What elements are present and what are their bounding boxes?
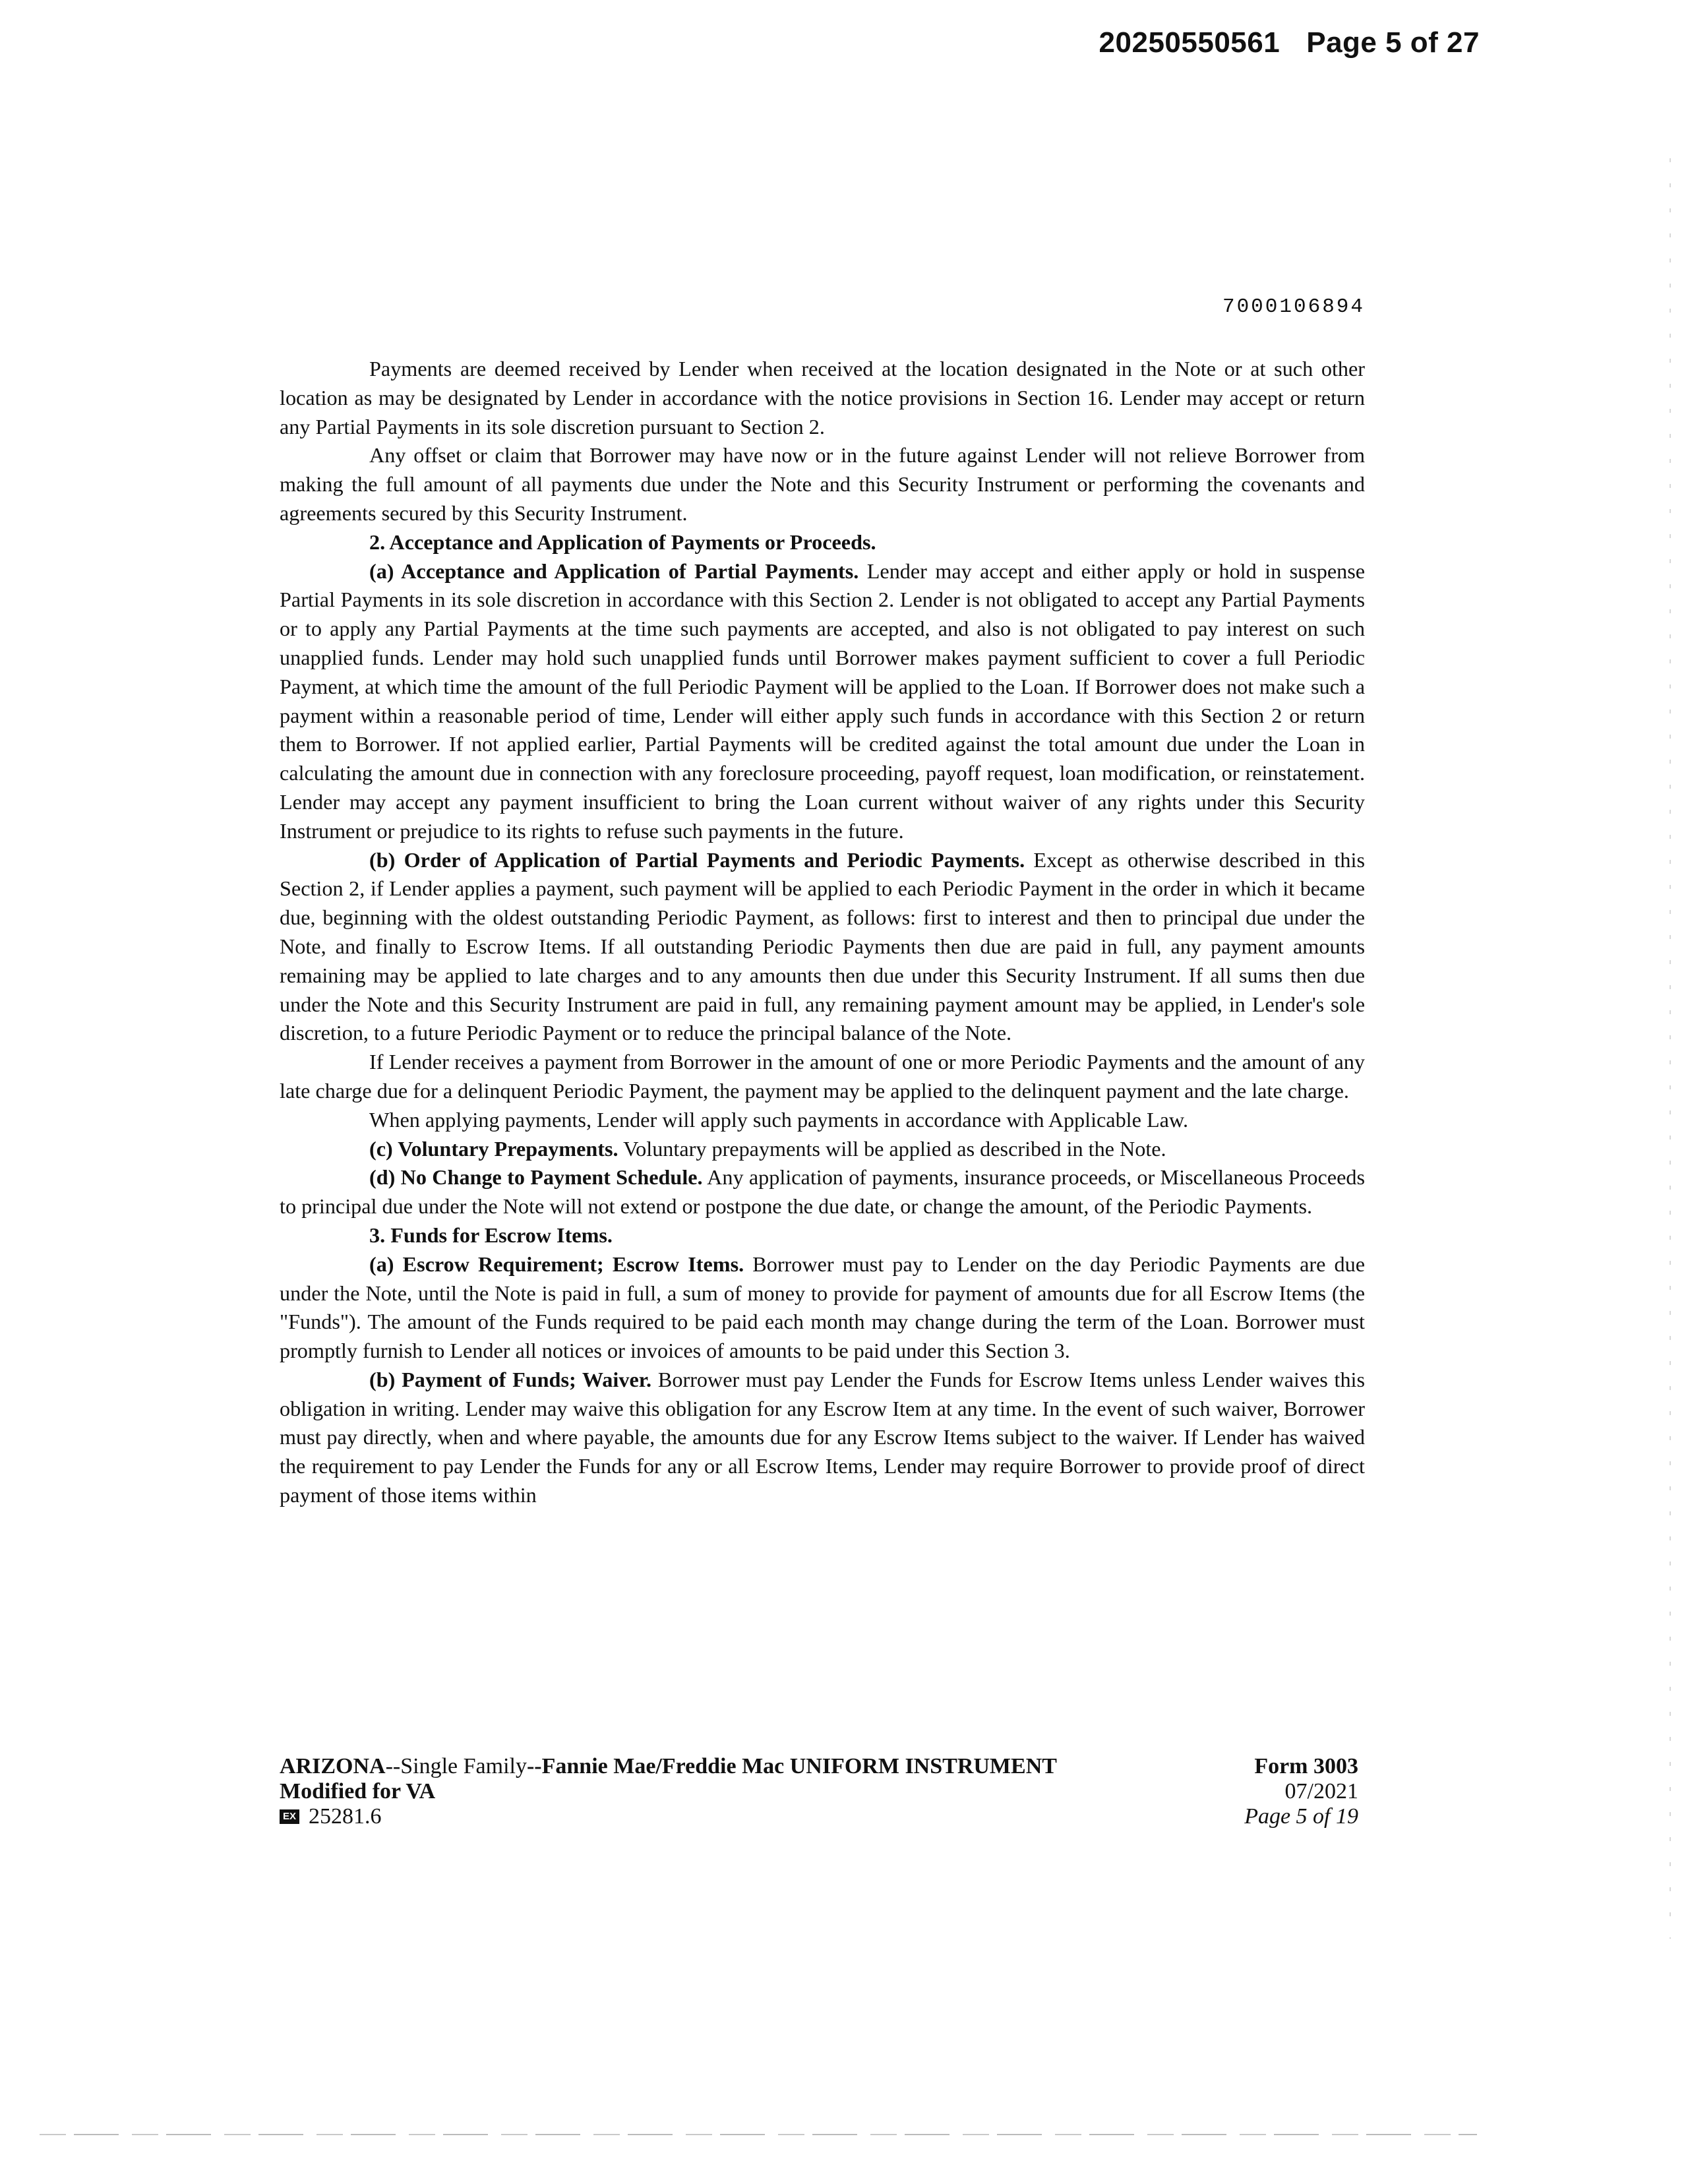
document-body <box>280 355 1365 1510</box>
section-heading-text: 2. Acceptance and Application of Payments or Proceeds. <box>369 530 876 554</box>
paragraph <box>280 557 1365 846</box>
paragraph-heading: (b) Payment of Funds; Waiver. <box>369 1367 652 1391</box>
paragraph-heading: (c) Voluntary Prepayments. <box>369 1136 618 1161</box>
footer-separator: -- <box>385 1754 401 1778</box>
paragraph <box>280 1048 1365 1106</box>
scan-bottom-artifact <box>40 2134 1477 2135</box>
paragraph-heading: (a) Escrow Requirement; Escrow Items. <box>369 1252 744 1276</box>
footer-family: Single Family <box>400 1754 527 1778</box>
scan-edge-artifact <box>1670 158 1671 1939</box>
section-heading-text: 3. Funds for Escrow Items. <box>369 1223 613 1247</box>
paragraph-text: Except as otherwise described in this Section 2, if Lender applies a payment, such payment will be applied to each Periodic Payment in the order in which it became due, beginning with the oldest outstanding Periodic Payment, as follows: first to interest and then to principal due under the Note, and finally to Escrow Items. If all outstanding Periodic Payments then due are paid in full, any payment amounts remaining may be applied to late charges and to any amounts then due under this Security Instrument. If all sums then due under the Note and this Security Instrument are paid in full, any remaining payment amount may be applied, in Lender's sole discretion, to a future Periodic Payment or to reduce the principal balance of the Note. <box>280 847 1365 1045</box>
paragraph <box>280 846 1365 1048</box>
footer-page-of: Page 5 of 19 <box>1244 1804 1358 1829</box>
paragraph-text: Borrower must pay Lender the Funds for Escrow Items unless Lender waives this obligation in writing. Lender may waive this obligation for any Escrow Item at any time. In the event of such waiver, Borrower must pay directly, when and where payable, the amounts due for any Escrow Items subject to the waiver. If Lender has waived the requirement to pay Lender the Funds for any or all Escrow Items, Lender may require Borrower to provide proof of direct payment of those items within <box>280 1367 1366 1507</box>
footer-title-line <box>280 1754 1057 1779</box>
recording-document-number: 20250550561 <box>1099 26 1281 59</box>
footer-separator: -- <box>526 1754 542 1778</box>
footer-form-number: Form 3003 <box>1254 1754 1358 1778</box>
footer-right <box>1244 1754 1358 1829</box>
section-heading <box>280 528 1365 557</box>
footer-modified: Modified for VA <box>280 1779 436 1804</box>
footer-state: ARIZONA <box>280 1754 386 1778</box>
paragraph <box>280 355 1365 441</box>
paragraph <box>280 1366 1365 1510</box>
paragraph-text: Any offset or claim that Borrower may have now or in the future against Lender will not relieve Borrower from making the full amount of all payments due under the Note and this Security Instrument or performing the covenants and agreements secured by this Security Instrument. <box>280 443 1365 525</box>
paragraph-text: When applying payments, Lender will apply such payments in accordance with Applicable Law. <box>369 1107 1189 1132</box>
paragraph <box>280 441 1365 528</box>
recording-header <box>1099 26 1480 59</box>
paragraph <box>280 1163 1365 1221</box>
paragraph-heading: (b) Order of Application of Partial Payments and Periodic Payments. <box>369 847 1025 872</box>
paragraph <box>280 1250 1365 1366</box>
paragraph-text: Borrower must pay to Lender on the day Periodic Payments are due under the Note, until the Note is paid in full, a sum of money to provide for payment of amounts due for all Escrow Items (the "Funds"). The amount of the Funds required to be paid each month may change during the term of the Loan. Borrower must promptly furnish to Lender all notices or invoices of amounts to be paid under this Section 3. <box>280 1252 1365 1363</box>
footer-issuer: Fannie Mae/Freddie Mac UNIFORM INSTRUMENT <box>541 1754 1057 1778</box>
paragraph-text: If Lender receives a payment from Borrower in the amount of one or more Periodic Payments and the amount of any late charge due for a delinquent Periodic Payment, the payment may be applied to the delinquent payment and the late charge. <box>280 1050 1365 1103</box>
section-heading <box>280 1221 1365 1250</box>
footer-form-code-line <box>280 1804 1057 1829</box>
footer-form-date: 07/2021 <box>1284 1779 1358 1804</box>
paragraph <box>280 1135 1365 1164</box>
paragraph <box>280 1106 1365 1135</box>
ellie-mae-logo-icon: EX <box>280 1809 299 1824</box>
footer-left <box>280 1754 1057 1829</box>
footer-form-code: 25281.6 <box>309 1804 382 1829</box>
paragraph-text: Any application of payments, insurance proceeds, or Miscellaneous Proceeds to principal due under the Note will not extend or postpone the due date, or change the amount, of the Periodic Payments. <box>280 1165 1365 1219</box>
paragraph-text: Voluntary prepayments will be applied as described in the Note. <box>623 1136 1166 1161</box>
loan-number: 7000106894 <box>1222 295 1365 318</box>
paragraph-heading: (d) No Change to Payment Schedule. <box>369 1165 703 1190</box>
recording-page-label: Page 5 of 27 <box>1306 26 1480 59</box>
paragraph-text: Lender may accept and either apply or hold in suspense Partial Payments in its sole discretion in accordance with this Section 2. Lender is not obligated to accept any Partial Payments or to apply any Partial Payments at the time such payments are accepted, and also is not obligated to pay interest on such unapplied funds. Lender may hold such unapplied funds until Borrower makes payment sufficient to cover a full Periodic Payment, at which time the amount of the full Periodic Payment will be applied to the Loan. If Borrower does not make such a payment within a reasonable period of time, Lender will either apply such funds in accordance with this Section 2 or return them to Borrower. If not applied earlier, Partial Payments will be credited against the total amount due under the Loan in calculating the amount due in connection with any foreclosure proceeding, payoff request, loan modification, or reinstatement. Lender may accept any payment insufficient to bring the Loan current without waiver of any rights under this Security Instrument or prejudice to its rights to refuse such payments in the future. <box>280 559 1366 843</box>
paragraph-heading: (a) Acceptance and Application of Partial Payments. <box>369 559 859 583</box>
paragraph-text: Payments are deemed received by Lender when received at the location designated in the Note or at such other location as may be designated by Lender in accordance with the notice provisions in Section 16. Lender may accept or return any Partial Payments in its sole discretion pursuant to Section 2. <box>280 357 1365 439</box>
